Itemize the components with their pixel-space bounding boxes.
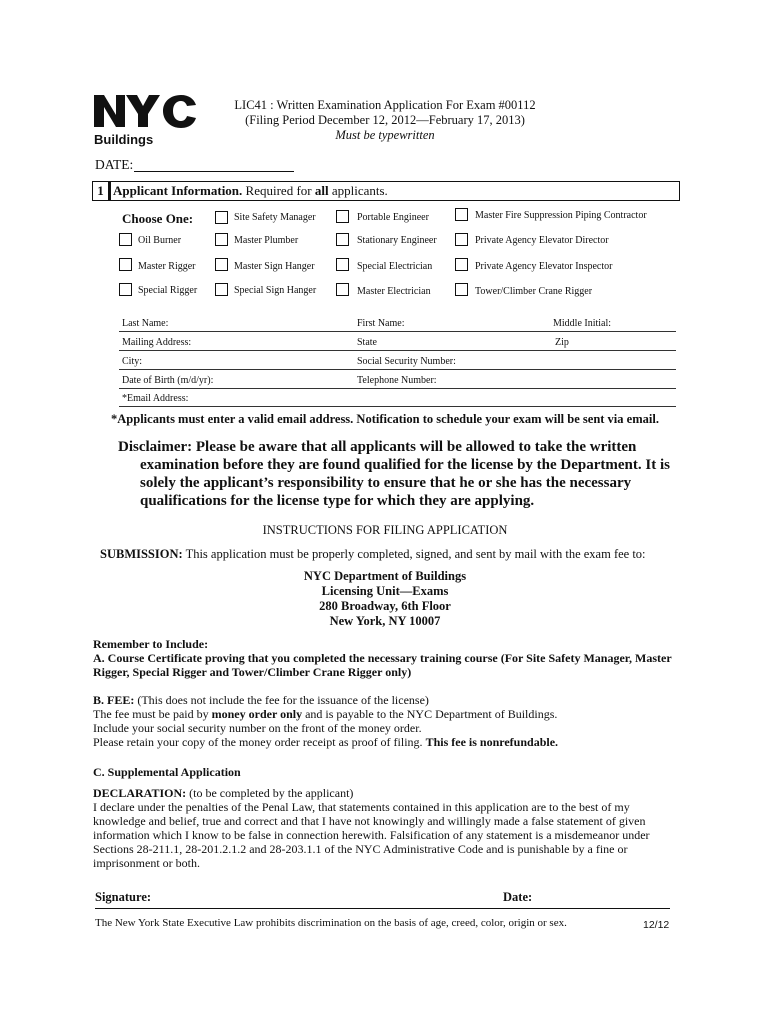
instructions-title: INSTRUCTIONS FOR FILING APPLICATION [262, 523, 508, 537]
dob-label: Date of Birth (m/d/yr): [122, 375, 214, 386]
signature-row[interactable] [95, 890, 670, 909]
ssn-label: Social Security Number: [357, 356, 456, 367]
declaration-block: DECLARATION: (to be completed by the applicant) I declare under the penalties of the Penal Law, that statements contained in this application are to the best of my knowledge and belief, true and correct and that I have not knowingly and willingly made a false statement of given information which I know to be false in connection herewith. Falsification of any statement is a misdemeanor under Sections 28-211.1, 28-201.2.1.2 and 28-203.1.1 of the NYC Administrative Code and is punishable by a fine or imprisonment or both. [93, 786, 650, 870]
checkbox-site-safety-manager[interactable] [215, 211, 228, 224]
label-portable-engineer: Portable Engineer [357, 212, 429, 223]
checkbox-elevator-director[interactable] [455, 233, 468, 246]
form-version: 12/12 [643, 919, 670, 931]
checkbox-master-electrician[interactable] [336, 283, 349, 296]
email-row[interactable] [119, 388, 676, 407]
city-label: City: [122, 356, 143, 367]
state-label: State [357, 337, 377, 348]
last-name-label: Last Name: [122, 318, 169, 329]
fee-block: B. FEE: (This does not include the fee for the issuance of the license) The fee must be paid by money order only and is payable to the NYC Department of Buildings. Include your social security number on the front of the money order. Please retain your copy of the money order receipt as proof of filing. This fee is nonrefundable. [93, 693, 559, 749]
section-number: 1 [93, 182, 111, 200]
label-master-rigger: Master Rigger [138, 261, 196, 272]
city-row[interactable] [119, 351, 676, 370]
checkbox-special-electrician[interactable] [336, 258, 349, 271]
signature-label: Signature: [95, 890, 152, 904]
label-elevator-inspector: Private Agency Elevator Inspector [475, 261, 613, 272]
label-master-fire-suppression: Master Fire Suppression Piping Contractor [475, 210, 647, 221]
label-master-electrician: Master Electrician [357, 286, 431, 297]
label-site-safety-manager: Site Safety Manager [234, 212, 316, 223]
label-master-plumber: Master Plumber [234, 235, 299, 246]
checkbox-master-fire-suppression[interactable] [455, 208, 468, 221]
email-label: *Email Address: [122, 393, 189, 404]
supplemental-label: C. Supplemental Application [93, 765, 241, 779]
logo-buildings-text: Buildings [94, 132, 154, 147]
submission-text: SUBMISSION: This application must be properly completed, signed, and sent by mail with the exam fee to: [100, 547, 646, 561]
checkbox-oil-burner[interactable] [119, 233, 132, 246]
footer-notice: The New York State Executive Law prohibits discrimination on the basis of age, creed, color, origin or sex. [95, 917, 567, 929]
label-master-sign-hanger: Master Sign Hanger [234, 261, 315, 272]
date-field[interactable] [134, 171, 294, 172]
first-name-label: First Name: [357, 318, 405, 329]
disclaimer: Disclaimer: Please be aware that all applicants will be allowed to take the written examination before they are found qualified for the license by the Department. It is solely the applicant’s responsibility to ensure that he or she has the necessary qualifications for the license type for which they are applying. [118, 439, 670, 509]
name-row[interactable] [119, 313, 676, 332]
mailing-address-block: NYC Department of Buildings Licensing Unit—Exams 280 Broadway, 6th Floor New York, NY 10007 [303, 569, 467, 628]
label-tower-crane-rigger: Tower/Climber Crane Rigger [475, 286, 593, 297]
section-1-header [92, 181, 680, 201]
label-special-rigger: Special Rigger [138, 285, 198, 296]
mailing-address-label: Mailing Address: [122, 337, 192, 348]
checkbox-special-sign-hanger[interactable] [215, 283, 228, 296]
email-note: *Applicants must enter a valid email address. Notification to schedule your exam will be sent via email. [111, 412, 659, 426]
checkbox-elevator-inspector[interactable] [455, 258, 468, 271]
checkbox-tower-crane-rigger[interactable] [455, 283, 468, 296]
typewritten-note: Must be typewritten [335, 128, 435, 142]
phone-label: Telephone Number: [357, 375, 437, 386]
label-elevator-director: Private Agency Elevator Director [475, 235, 609, 246]
checkbox-stationary-engineer[interactable] [336, 233, 349, 246]
checkbox-portable-engineer[interactable] [336, 210, 349, 223]
checkbox-special-rigger[interactable] [119, 283, 132, 296]
label-stationary-engineer: Stationary Engineer [357, 235, 437, 246]
checkbox-master-sign-hanger[interactable] [215, 258, 228, 271]
label-oil-burner: Oil Burner [138, 235, 182, 246]
label-special-sign-hanger: Special Sign Hanger [234, 285, 317, 296]
signature-date-label: Date: [503, 890, 533, 904]
remember-block: Remember to Include: A. Course Certificate proving that you completed the necessary training course (For Site Safety Manager, Master Rigger, Special Rigger and Tower/Climber Crane Rigger only) [93, 637, 672, 679]
filing-period: (Filing Period December 12, 2012—February 17, 2013) [245, 113, 525, 127]
date-label: DATE: [95, 157, 134, 172]
form-title: LIC41 : Written Examination Application For Exam #00112 [234, 98, 536, 112]
zip-label: Zip [555, 337, 569, 348]
address-row[interactable] [119, 332, 676, 351]
choose-one-label: Choose One: [122, 211, 194, 226]
dob-row[interactable] [119, 370, 676, 389]
checkbox-master-plumber[interactable] [215, 233, 228, 246]
section-title: Applicant Information. Required for all applicants. [113, 183, 388, 198]
checkbox-master-rigger[interactable] [119, 258, 132, 271]
label-special-electrician: Special Electrician [357, 261, 433, 272]
middle-initial-label: Middle Initial: [553, 318, 612, 329]
